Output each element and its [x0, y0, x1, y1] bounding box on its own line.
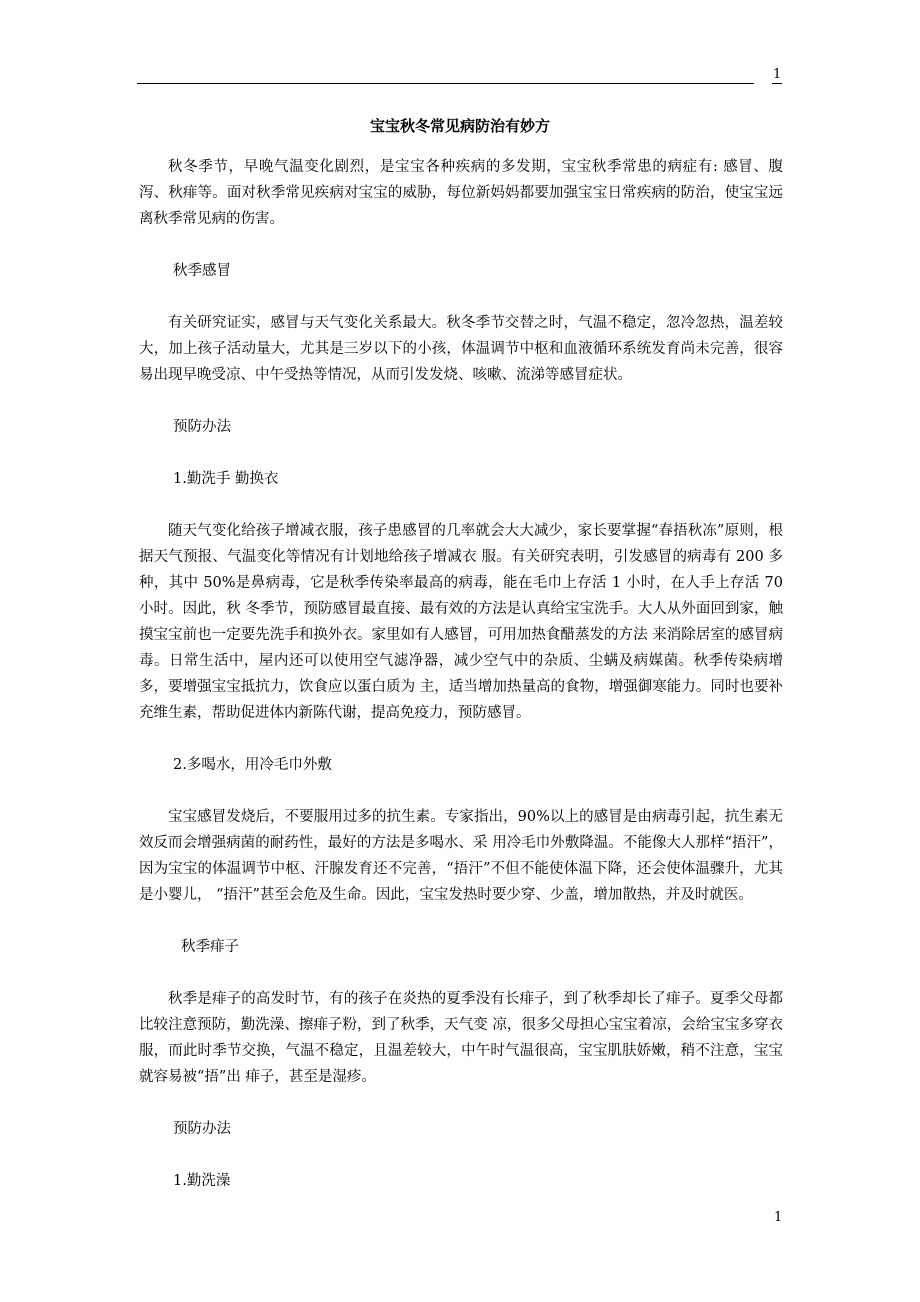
document-title: 宝宝秋冬常见病防治有妙方	[369, 117, 550, 135]
wash-hands-paragraph: 随天气变化给孩子增减衣服，孩子患感冒的几率就会大大减少，家长要掌握“春捂秋冻”原则，根据天气预报、气温变化等情况有计划地给孩子增减衣 服。有关研究表明，引发感冒的病毒有 200 多种，其中 50%是鼻病毒，它是秋季传染率最高的病毒，能在毛巾上存活 1 小时，在人手上存活 70 小时。因此，秋 冬季节，预防感冒最直接、最有效的方法是认真给宝宝洗手。大人从外面回到家，触摸宝宝前也一定要先洗手和换外衣。家里如有人感冒，可用加热食醋蒸发的方法 来消除居室的感冒病毒。日常生活中，屋内还可以使用空气滤净器，减少空气中的杂质、尘螨及病媒菌。秋季传染病增多，要增强宝宝抵抗力，饮食应以蛋白质为 主，适当增加热量高的食物，增强御寒能力。同时也要补充维生素，帮助促进体内新陈代谢，提高免疫力，预防感冒。	[139, 523, 783, 721]
footer-page-number: 1	[774, 1210, 783, 1225]
prevention-heading: 预防办法	[173, 419, 231, 435]
prevention-heading-2: 预防办法	[173, 1121, 231, 1137]
document-body	[139, 154, 783, 1194]
section-heading-prickly-heat: 秋季痱子	[181, 939, 239, 955]
item-heading-drink-water: 2.多喝水，用冷毛巾外敷	[173, 757, 332, 773]
header-page-number: 1	[773, 67, 782, 82]
autumn-cold-paragraph: 有关研究证实，感冒与天气变化关系最大。秋冬季节交替之时，气温不稳定，忽冷忽热，温差较大，加上孩子活动量大，尤其是三岁以下的小孩，体温调节中枢和血液循环系统发育尚未完善，很容易出现早晚受凉、中午受热等情况，从而引发发烧、咳嗽、流涕等感冒症状。	[139, 315, 783, 383]
header-rule	[137, 83, 754, 84]
drink-water-paragraph: 宝宝感冒发烧后，不要服用过多的抗生素。专家指出，90%以上的感冒是由病毒引起，抗生素无效反而会增强病菌的耐药性，最好的方法是多喝水、采 用冷毛巾外敷降温。不能像大人那样“捂汗”，因为宝宝的体温调节中枢、汗腺发育还不完善，“捂汗”不但不能使体温下降，还会使体温骤升，尤其是小婴儿， “捂汗”甚至会危及生命。因此，宝宝发热时要少穿、少盖，增加散热，并及时就医。	[139, 809, 783, 903]
prickly-heat-paragraph: 秋季是痱子的高发时节，有的孩子在炎热的夏季没有长痱子，到了秋季却长了痱子。夏季父母都比较注意预防，勤洗澡、擦痱子粉，到了秋季，天气变 凉，很多父母担心宝宝着凉，会给宝宝多穿衣服，而此时季节交换，气温不稳定，且温差较大，中午时气温很高，宝宝肌肤娇嫩，稍不注意，宝宝就容易被“捂”出 痱子，甚至是湿疹。	[139, 991, 783, 1085]
item-heading-wash-hands: 1.勤洗手 勤换衣	[173, 471, 279, 487]
section-heading-autumn-cold: 秋季感冒	[173, 263, 231, 279]
item-heading-bathe: 1.勤洗澡	[173, 1173, 231, 1189]
intro-paragraph: 秋冬季节，早晚气温变化剧烈，是宝宝各种疾病的多发期，宝宝秋季常患的病症有: 感冒、腹泻、秋痱等。面对秋季常见疾病对宝宝的威胁，每位新妈妈都要加强宝宝日常疾病的防治，使宝宝远离秋季常见病的伤害。	[139, 159, 783, 227]
